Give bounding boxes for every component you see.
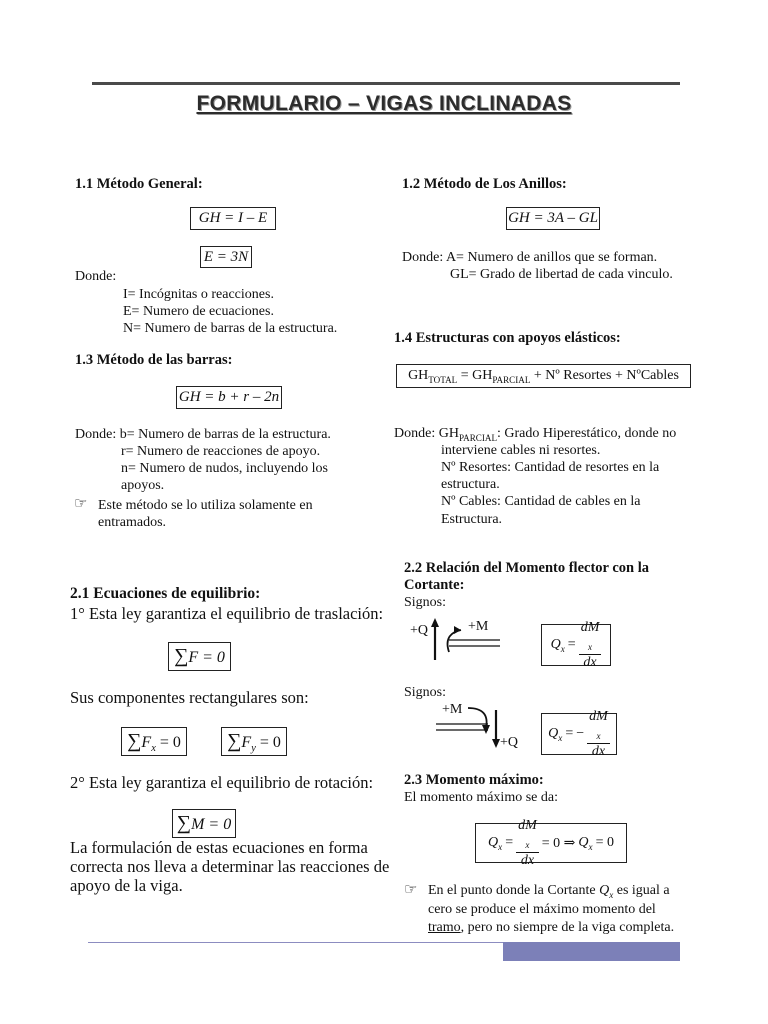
s13-donde: Donde: b= Numero de barras de la estructura. (75, 427, 331, 442)
formula-text (488, 835, 502, 852)
pointing-hand-icon: ☞ (74, 496, 88, 512)
s13-note: Este método se lo utiliza solamente en (98, 498, 313, 513)
note-text: es igual a (616, 883, 670, 898)
plus-m-label: +M (468, 619, 489, 634)
s14-line: Estructura. (441, 512, 503, 527)
s21-components: Sus componentes rectangulares son: (70, 688, 309, 707)
pointing-hand-icon: ☞ (404, 882, 418, 898)
s14-heading: 1.4 Estructuras con apoyos elásticos: (394, 330, 621, 346)
s13-item: r= Numero de reacciones de apoyo. (121, 444, 321, 459)
s12-heading: 1.2 Método de Los Anillos: (402, 176, 567, 192)
formula-qx-negative (541, 708, 617, 760)
note-text: tramo (428, 920, 461, 935)
formula-neg: − (576, 726, 585, 741)
formula-text (548, 726, 562, 743)
formula-eq: = (565, 726, 574, 741)
s12-formula: GH = 3A – GL (506, 207, 600, 230)
formula-text (578, 835, 592, 852)
footer-bar (503, 942, 680, 961)
sign-diagram-positive (405, 612, 525, 668)
s21-conclusion: La formulación de estas ecuaciones en forma (70, 838, 368, 857)
formula-sub: x (498, 841, 503, 852)
formula-eq: = (505, 835, 514, 850)
formula-dm: dM (589, 708, 608, 724)
formula-dx: dx (520, 853, 535, 869)
formula-dm: dM (580, 619, 600, 635)
formula-text: GH (408, 368, 429, 383)
formula-dx: dx (583, 655, 597, 671)
formula-text: + Nº Resortes + NºCables (533, 368, 679, 383)
formula-text: = 0 (259, 734, 281, 751)
formula-sub: x (560, 643, 565, 654)
plus-q-label: +Q (500, 735, 519, 750)
s12-item: GL= Grado de libertad de cada vinculo. (450, 267, 673, 282)
formula-q: Q (548, 725, 559, 741)
sigma-icon: ∑ (176, 812, 192, 834)
donde-text: Donde: GH (394, 426, 459, 441)
s21-conclusion: correcta nos lleva a determinar las reacciones de (70, 857, 390, 876)
s22-heading: 2.2 Relación del Momento flector con la (404, 560, 649, 576)
s21-law1: 1° Esta ley garantiza el equilibrio de traslación: (70, 604, 384, 623)
s14-formula (396, 364, 691, 388)
s23-heading: 2.3 Momento máximo: (404, 772, 544, 788)
sigma-icon: ∑ (127, 730, 142, 752)
s22-signos2: Signos: (404, 685, 447, 700)
formula-sub: x (596, 730, 601, 741)
formula-sub: x (609, 889, 614, 900)
s13-heading: 1.3 Método de las barras: (75, 352, 233, 368)
formula-sub: y (251, 743, 256, 755)
fraction (579, 620, 602, 671)
formula-sum-m (172, 809, 236, 838)
formula-sub: x (588, 641, 593, 652)
s22-heading: Cortante: (404, 577, 465, 593)
formula-text: F (241, 734, 252, 751)
formula-text: F (141, 734, 152, 751)
formula-q: Q (578, 834, 589, 850)
page-title: FORMULARIO – VIGAS INCLINADAS (196, 92, 572, 115)
s14-line: estructura. (441, 477, 500, 492)
s23-note: cero se produce el máximo momento del (428, 902, 656, 917)
sigma-icon: ∑ (174, 645, 189, 667)
donde-text: : Grado Hiperestático, donde no (497, 426, 677, 441)
formula-sum-fx (121, 727, 187, 756)
s14-line: Nº Resortes: Cantidad de resortes en la (441, 460, 660, 475)
s11-item: I= Incógnitas o reacciones. (123, 287, 274, 302)
formula-sub: x (525, 839, 530, 850)
formula-sub: x (558, 732, 563, 743)
s23-text: El momento máximo se da: (404, 790, 558, 805)
formula-max-moment (475, 817, 627, 869)
formula-text (551, 637, 565, 654)
s13-formula: GH = b + r – 2n (176, 386, 282, 409)
formula-qx-positive (541, 619, 611, 671)
s11-item: E= Numero de ecuaciones. (123, 304, 274, 319)
s13-item: n= Numero de nudos, incluyendo los (121, 461, 328, 476)
s11-item: N= Numero de barras de la estructura. (123, 321, 338, 336)
formula-text: = 0 (159, 734, 181, 751)
s14-line: interviene cables ni resortes. (441, 443, 601, 458)
formula-eq: = (567, 637, 576, 652)
formula-sum-fy (221, 727, 287, 756)
formula-dx: dx (591, 744, 606, 760)
sigma-icon: ∑ (227, 730, 242, 752)
formula-q: Q (599, 883, 610, 898)
top-rule (92, 82, 680, 85)
formula-eq: = 0 (595, 835, 614, 850)
formula-text: F = 0 (188, 649, 225, 666)
formula-q: Q (550, 636, 561, 652)
s11-donde: Donde: (75, 269, 117, 284)
s12-donde: Donde: A= Numero de anillos que se forman. (402, 250, 658, 265)
fraction (516, 818, 539, 869)
s11-formula-gh: GH = I – E (190, 207, 276, 230)
s11-heading: 1.1 Método General: (75, 176, 203, 192)
s23-note (428, 919, 674, 936)
s21-heading: 2.1 Ecuaciones de equilibrio: (70, 585, 261, 602)
plus-m-label: +M (442, 702, 463, 717)
fraction (587, 709, 610, 760)
s21-law2: 2° Esta ley garantiza el equilibrio de rotación: (70, 773, 374, 792)
s13-item: apoyos. (121, 478, 165, 493)
formula-sub: PARCIAL (492, 374, 531, 385)
plus-q-label: +Q (410, 623, 429, 638)
formula-text: = GH (460, 368, 493, 383)
s13-note: entramados. (98, 515, 167, 530)
note-text: En el punto donde la Cortante (428, 883, 596, 898)
formula-eq: = 0 ⇒ (541, 835, 576, 851)
formula-sub: x (151, 743, 156, 755)
formula-sub: x (588, 841, 593, 852)
formula-text: M = 0 (191, 816, 232, 833)
formula-q: Q (488, 834, 499, 850)
s22-signos: Signos: (404, 595, 447, 610)
formula-dm: dM (518, 817, 537, 833)
s14-line: Nº Cables: Cantidad de cables en la (441, 494, 641, 509)
s11-formula-e: E = 3N (200, 246, 252, 268)
formula-sub: TOTAL (428, 374, 458, 385)
donde-sub: PARCIAL (458, 432, 498, 443)
formula-sum-f (168, 642, 231, 671)
note-text: , pero no siempre de la viga completa. (460, 920, 675, 935)
s21-conclusion: apoyo de la viga. (70, 876, 183, 895)
